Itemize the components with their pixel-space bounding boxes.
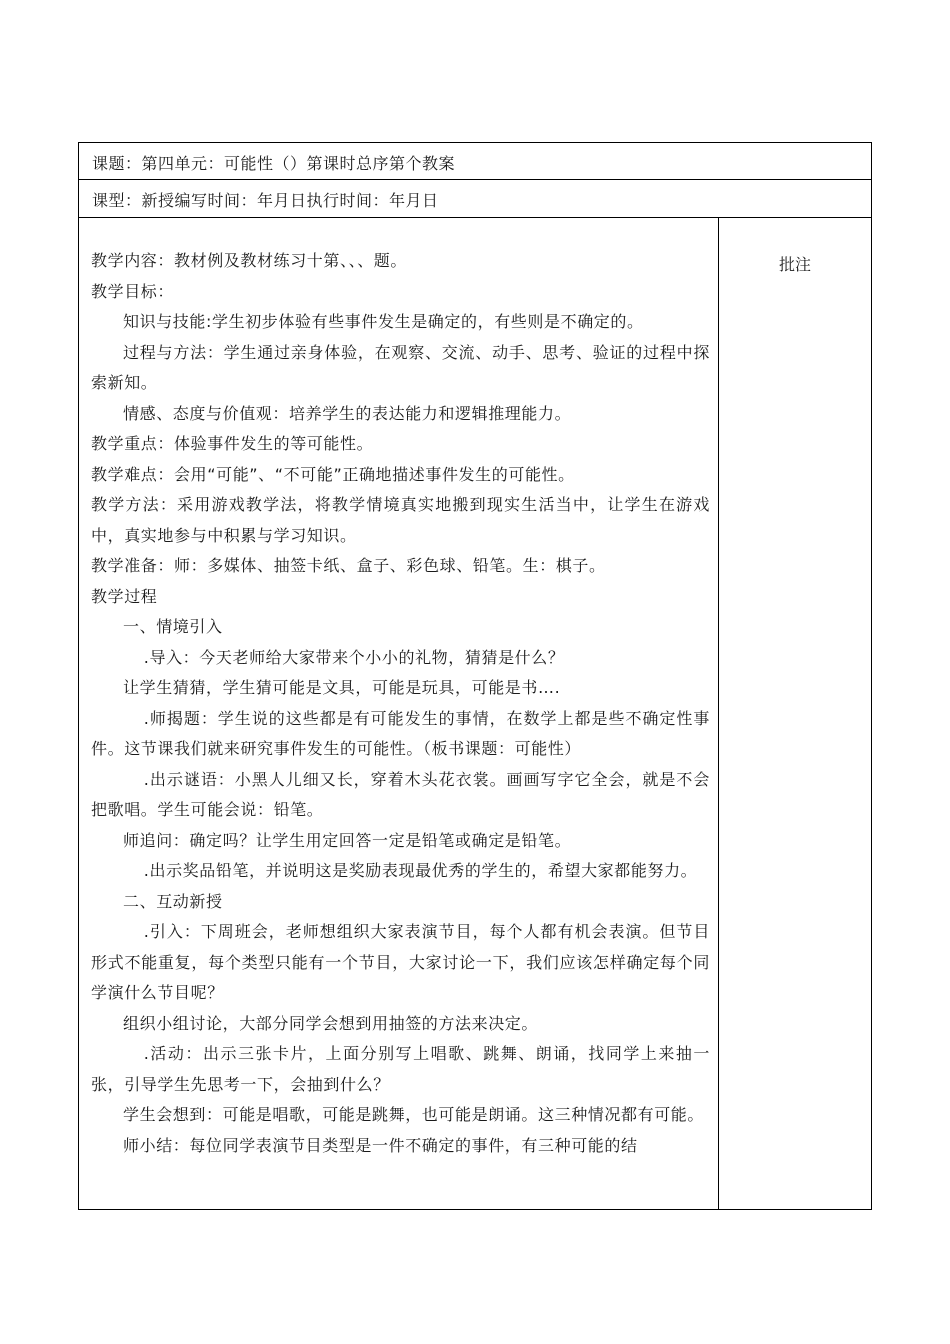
content-paragraph: .导入：今天老师给大家带来个小小的礼物，猜猜是什么？: [143, 647, 565, 667]
content-paragraph: 师小结：每位同学表演节目类型是一件不确定的事件，有三种可能的结: [123, 1135, 638, 1155]
content-paragraph: .引入：下周班会，老师想组织大家表演节目，每个人都有机会表演。但节目形式不能重复，每个类型只能有一个节目，大家讨论一下，我们应该怎样确定每个同学演什么节目呢？: [91, 922, 710, 1002]
content-paragraph: 教学重点：体验事件发生的等可能性。: [91, 434, 374, 453]
annotation-cell: [719, 218, 871, 1209]
main-content-cell: [79, 218, 719, 1209]
content-paragraph: 让学生猜猜，学生猜可能是文具，可能是玩具，可能是书….: [123, 678, 561, 697]
content-paragraph: 教学方法：采用游戏教学法，将教学情境真实地搬到现实生活当中，让学生在游戏中，真实地参与中积累与学习知识。: [91, 495, 710, 545]
content-paragraph: .活动：出示三张卡片，上面分别写上唱歌、跳舞、朗诵，找同学上来抽一张，引导学生先思考一下，会抽到什么？: [91, 1044, 710, 1094]
content-paragraph: 知识与技能:学生初步体验有些事件发生是确定的，有些则是不确定的。: [123, 312, 644, 331]
content-paragraph: 过程与方法：学生通过亲身体验，在观察、交流、动手、思考、验证的过程中探索新知。: [91, 342, 710, 392]
content-paragraph: 师追问：确定吗？让学生用定回答一定是铅笔或确定是铅笔。: [123, 830, 572, 850]
content-paragraph: 教学难点：会用“可能”、“不可能”正确地描述事件发生的可能性。: [91, 464, 575, 484]
content-paragraph: 二、互动新授: [123, 891, 223, 911]
type-text: 课型：新授编写时间：年月日执行时间：年月日: [92, 191, 439, 210]
content-paragraph: 教学过程: [91, 586, 158, 606]
content-paragraph: 情感、态度与价值观：培养学生的表达能力和逻辑推理能力。: [123, 403, 572, 423]
content-paragraph: 教学准备：师：多媒体、抽签卡纸、盒子、彩色球、铅笔。生：棋子。: [91, 556, 606, 575]
content-paragraph: 教学目标：: [91, 281, 175, 301]
content-paragraph: .出示谜语：小黑人儿细又长，穿着木头花衣裳。画画写字它全会，就是不会把歌唱。学生可能会说：铅笔。: [91, 769, 710, 819]
lesson-plan-table: [78, 142, 872, 1210]
content-paragraph: .出示奖品铅笔，并说明这是奖励表现最优秀的学生的，希望大家都能努力。: [143, 861, 698, 880]
content-paragraph: 组织小组讨论，大部分同学会想到用抽签的方法来决定。: [123, 1013, 539, 1033]
content-paragraph: 学生会想到：可能是唱歌，可能是跳舞，也可能是朗诵。这三种情况都有可能。: [123, 1105, 705, 1124]
type-row: [79, 180, 871, 218]
content-paragraph: 一、情境引入: [123, 617, 223, 636]
annotation-label: 批注: [778, 255, 811, 274]
topic-row: [79, 143, 871, 180]
content-paragraph: .师揭题：学生说的这些都是有可能发生的事情，在数学上都是些不确定性事件。这节课我们就来研究事件发生的可能性。（板书课题：可能性）: [91, 708, 710, 758]
content-paragraph: 教学内容：教材例及教材练习十第、、、题。: [91, 251, 408, 270]
topic-text: 课题：第四单元：可能性（）第课时总序第个教案: [92, 154, 456, 173]
